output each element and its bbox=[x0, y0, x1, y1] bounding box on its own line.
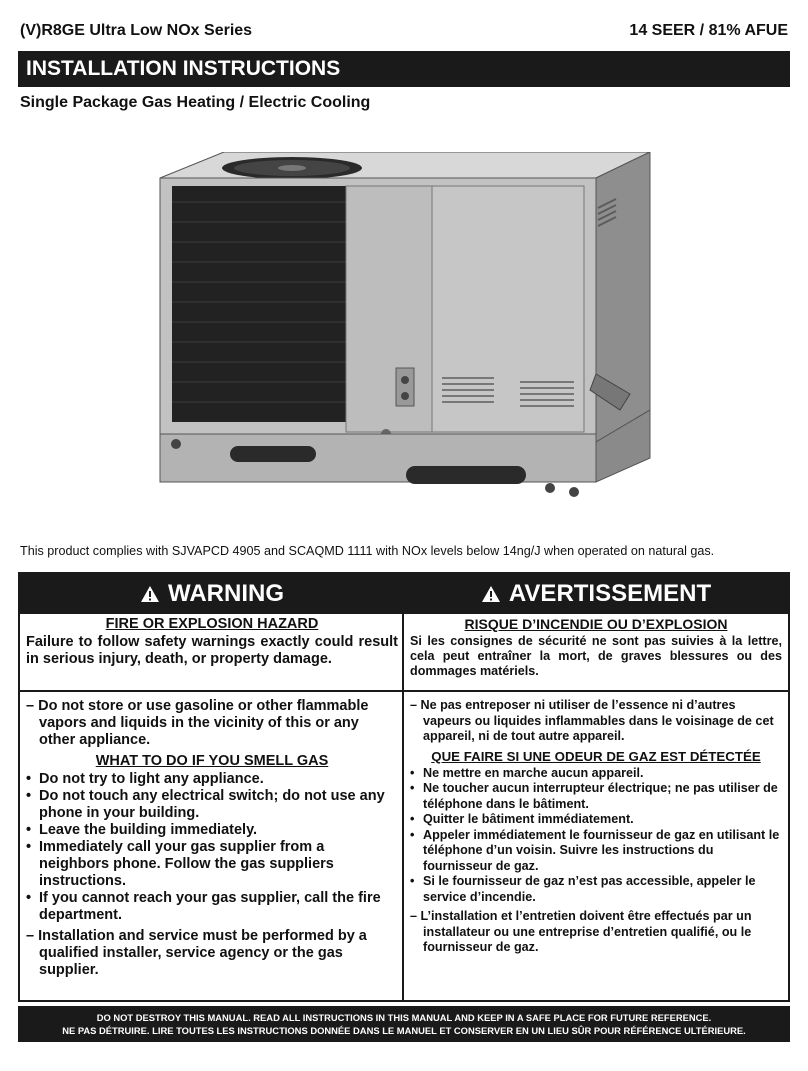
smell-gas-title-fr: QUE FAIRE SI UNE ODEUR DE GAZ EST DÉTECTÉE bbox=[431, 748, 761, 764]
hazard-section-fr bbox=[404, 616, 788, 692]
list-item: • Leave the building immediately. bbox=[26, 822, 398, 839]
document-header bbox=[20, 20, 788, 42]
hazard-title-fr: RISQUE D’INCENDIE OU D’EXPLOSION bbox=[464, 616, 728, 632]
smell-gas-list-fr bbox=[410, 766, 782, 906]
hazard-title: FIRE OR EXPLOSION HAZARD bbox=[105, 616, 319, 632]
manual-footer bbox=[18, 1006, 790, 1042]
document-title-bar bbox=[18, 51, 790, 87]
warning-column-en bbox=[20, 614, 404, 1000]
efficiency-rating: 14 SEER / 81% AFUE bbox=[629, 22, 788, 39]
footer-notice-en: DO NOT DESTROY THIS MANUAL. READ ALL INSTRUCTIONS IN THIS MANUAL AND KEEP IN A SAFE PLACE FOR FUTURE REFERENCE. bbox=[96, 1012, 712, 1023]
installation-instruction-fr: – L’installation et l’entretien doivent être effectués par un installateur ou une entreprise d’entretien qualifié, ou le fournisseur de gaz. bbox=[410, 909, 752, 954]
footer-notice-fr: NE PAS DÉTRUIRE. LIRE TOUTES LES INSTRUCTIONS DONNÉE DANS LE MANUEL ET CONSERVER EN UN LIEU SÛR POUR RÉFÉRENCE ULTÉRIEURE. bbox=[62, 1025, 746, 1036]
storage-instruction-fr: – Ne pas entreposer ni utiliser de l’essence ni d’autres vapeurs ou liquides inflammables dans le voisinage de cet appareil, ni de tout autre appareil. bbox=[410, 698, 774, 743]
compliance-statement: This product complies with SJVAPCD 4905 and SCAQMD 1111 with NOx levels below 14ng/J when operated on natural gas. bbox=[20, 544, 715, 558]
warning-box bbox=[18, 572, 790, 1002]
document-subtitle: Single Package Gas Heating / Electric Cooling bbox=[20, 94, 371, 111]
list-item: • Immediately call your gas supplier from a neighbors phone. Follow the gas suppliers instructions. bbox=[26, 839, 398, 890]
package-unit-image bbox=[150, 152, 660, 516]
list-item: • Ne mettre en marche aucun appareil. bbox=[410, 766, 782, 782]
list-item: • Si le fournisseur de gaz n’est pas accessible, appeler le service d’incendie. bbox=[410, 874, 782, 905]
list-item: • Ne toucher aucun interrupteur électrique; ne pas utiliser de téléphone dans le bâtiment. bbox=[410, 781, 782, 812]
list-item: • Do not try to light any appliance. bbox=[26, 771, 398, 788]
installation-instruction: – Installation and service must be performed by a qualified installer, service agency or the gas supplier. bbox=[26, 928, 367, 978]
series-name: (V)R8GE Ultra Low NOx Series bbox=[20, 22, 253, 39]
warning-heading-en bbox=[20, 574, 404, 614]
document-title: INSTALLATION INSTRUCTIONS bbox=[26, 57, 341, 80]
warning-triangle-icon bbox=[481, 585, 501, 603]
warning-heading-text: WARNING bbox=[168, 580, 284, 607]
hazard-intro: Failure to follow safety warnings exactly could result in serious injury, death, or property damage. bbox=[26, 634, 398, 667]
hazard-intro-fr: Si les consignes de sécurité ne sont pas suivies à la lettre, cela peut entraîner la mort, de graves blessures ou des dommages matériels. bbox=[410, 634, 782, 678]
list-item: • Quitter le bâtiment immédiatement. bbox=[410, 812, 782, 828]
warning-column-fr bbox=[404, 614, 788, 1000]
warning-header bbox=[20, 574, 788, 614]
list-item: • Appeler immédiatement le fournisseur de gaz en utilisant le téléphone d’un voisin. Suivre les instructions du fournisseur de gaz. bbox=[410, 828, 782, 875]
avertissement-heading-text: AVERTISSEMENT bbox=[508, 580, 712, 607]
list-item: • Do not touch any electrical switch; do not use any phone in your building. bbox=[26, 788, 398, 822]
smell-gas-list bbox=[26, 771, 398, 924]
warning-heading-fr bbox=[404, 574, 788, 614]
hazard-section-en bbox=[20, 616, 402, 692]
storage-instruction: – Do not store or use gasoline or other flammable vapors and liquids in the vicinity of this or any other appliance. bbox=[26, 698, 369, 748]
list-item: • If you cannot reach your gas supplier, call the fire department. bbox=[26, 890, 398, 924]
warning-triangle-icon bbox=[140, 585, 160, 603]
smell-gas-title: WHAT TO DO IF YOU SMELL GAS bbox=[95, 753, 329, 769]
